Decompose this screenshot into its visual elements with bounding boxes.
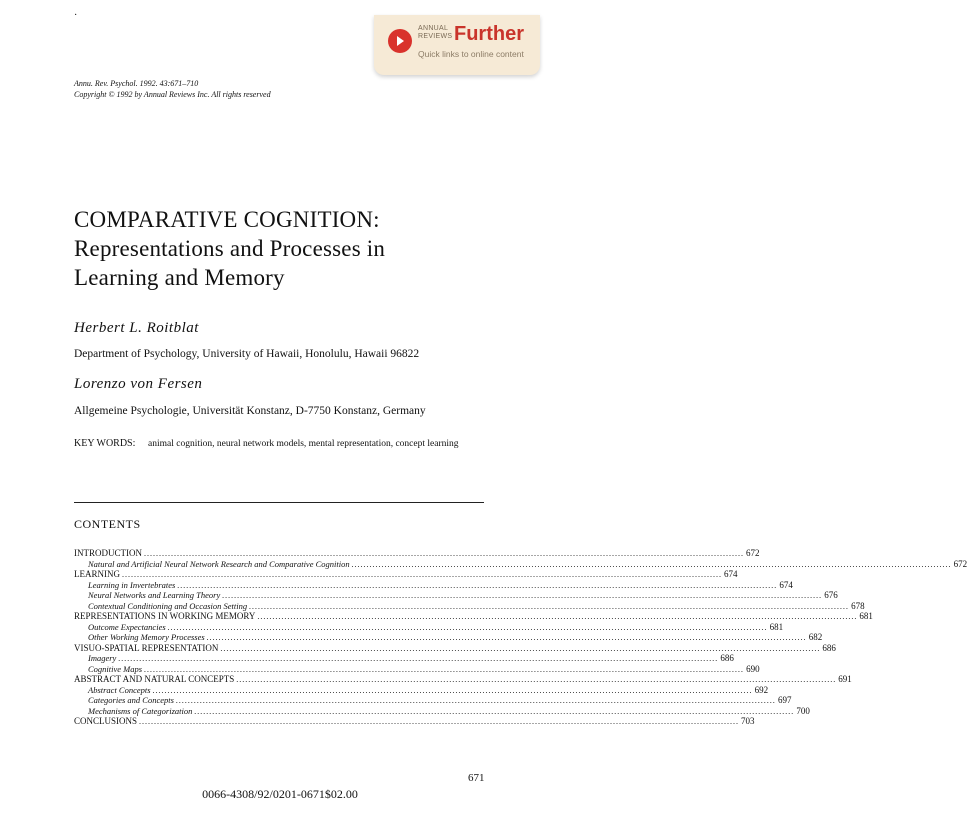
banner-further-label: Further xyxy=(454,23,524,45)
toc-entry xyxy=(74,716,755,727)
toc-leader-dots: ........................................................................................................................................................................................................ xyxy=(167,622,768,632)
keywords-text: animal cognition, neural network models, mental representation, concept learning xyxy=(148,439,459,449)
author-affiliation: Department of Psychology, University of Hawaii, Honolulu, Hawaii 96822 xyxy=(74,348,420,360)
toc-page-number: 681 xyxy=(769,621,784,632)
toc-subentry xyxy=(74,663,760,675)
contents-heading: CONTENTS xyxy=(74,517,141,531)
author-name: Lorenzo von Fersen xyxy=(74,376,203,392)
toc-subentry xyxy=(74,621,784,633)
toc-entry-label: Other Working Memory Processes xyxy=(88,632,205,642)
toc-page-number: 672 xyxy=(953,558,967,569)
toc-entry-label: Outcome Expectancies xyxy=(88,621,166,632)
banner-annual-label: ANNUAL xyxy=(418,25,449,32)
keywords-label: KEY WORDS: xyxy=(74,438,136,449)
toc-entry-label: Neural Networks and Learning Theory xyxy=(88,590,221,600)
toc-page-number: 674 xyxy=(724,569,738,579)
toc-leader-dots: ........................................................................................................................................................................................................ xyxy=(220,643,821,653)
toc-subentry xyxy=(74,590,838,601)
toc-entry-label: Natural and Artificial Neural Network Research and Comparative Cognition xyxy=(88,558,350,569)
table-of-contents xyxy=(74,548,967,727)
reviews-logo-icon xyxy=(388,29,412,53)
price-code: 0066-4308/92/0201-0671$02.00 xyxy=(202,787,358,801)
toc-leader-dots: ........................................................................................................................................................................................................ xyxy=(194,706,795,716)
toc-leader-dots: ........................................................................................................................................................................................................ xyxy=(249,601,850,611)
toc-entry-label: Abstract Concepts xyxy=(88,684,151,695)
toc-page-number: 678 xyxy=(851,600,865,611)
toc-page-number: 681 xyxy=(859,611,873,621)
toc-entry xyxy=(74,569,738,580)
author-affiliation: Allgemeine Psychologie, Universität Konstanz, D-7750 Konstanz, Germany xyxy=(74,405,426,417)
toc-subentry xyxy=(74,632,823,643)
toc-entry-label: Imagery xyxy=(88,653,117,663)
toc-leader-dots: ........................................................................................................................................................................................................ xyxy=(152,685,753,695)
toc-subentry xyxy=(74,695,792,706)
toc-page-number: 682 xyxy=(808,632,823,642)
toc-subentry xyxy=(74,600,865,612)
toc-subentry xyxy=(74,684,769,696)
banner-reviews-label: REVIEWS xyxy=(418,33,453,40)
toc-entry xyxy=(74,674,852,685)
toc-entry-label: CONCLUSIONS xyxy=(74,716,138,726)
author-name: Herbert L. Roitblat xyxy=(74,320,199,336)
stray-mark: · xyxy=(74,10,78,21)
banner-quick-links-link[interactable]: Quick links to online content xyxy=(418,49,524,59)
toc-leader-dots: ........................................................................................................................................................................................................ xyxy=(177,580,778,590)
citation-line: Annu. Rev. Psychol. 1992. 43:671–710 xyxy=(74,79,199,88)
citation xyxy=(74,78,271,100)
toc-page-number: 690 xyxy=(746,663,760,674)
toc-leader-dots: ........................................................................................................................................................................................................ xyxy=(139,717,740,726)
toc-page-number: 674 xyxy=(779,579,793,590)
toc-leader-dots: ........................................................................................................................................................................................................ xyxy=(236,675,837,684)
toc-entry-label: Learning in Invertebrates xyxy=(88,579,176,590)
toc-leader-dots: ........................................................................................................................................................................................................ xyxy=(144,664,745,674)
toc-leader-dots: ........................................................................................................................................................................................................ xyxy=(351,559,952,569)
toc-subentry xyxy=(74,653,734,664)
title-line: COMPARATIVE COGNITION: xyxy=(74,207,380,232)
toc-entry-label: LEARNING xyxy=(74,569,120,579)
toc-entry-label: INTRODUCTION xyxy=(74,548,142,558)
toc-entry-label: REPRESENTATIONS IN WORKING MEMORY xyxy=(74,611,256,621)
toc-entry-label: Categories and Concepts xyxy=(88,695,174,705)
toc-page-number: 686 xyxy=(720,653,734,663)
toc-entry xyxy=(74,642,836,654)
toc-page-number: 686 xyxy=(822,642,836,653)
toc-subentry xyxy=(74,705,810,717)
toc-page-number: 676 xyxy=(824,590,838,600)
copyright-line: Copyright © 1992 by Annual Reviews Inc. All rights reserved xyxy=(74,90,271,99)
toc-entry-label: ABSTRACT AND NATURAL CONCEPTS xyxy=(74,674,235,684)
toc-leader-dots: ........................................................................................................................................................................................................ xyxy=(257,612,858,621)
toc-subentry xyxy=(74,558,967,570)
toc-leader-dots: ........................................................................................................................................................................................................ xyxy=(144,549,744,558)
page-number: 671 xyxy=(468,772,485,784)
toc-entry-label: Mechanisms of Categorization xyxy=(88,705,193,716)
toc-leader-dots: ........................................................................................................................................................................................................ xyxy=(122,570,722,579)
further-banner[interactable] xyxy=(374,15,540,75)
title-line: Representations and Processes in xyxy=(74,236,386,261)
toc-leader-dots: ........................................................................................................................................................................................................ xyxy=(118,654,719,663)
toc-entry xyxy=(74,611,873,622)
toc-entry xyxy=(74,548,760,559)
divider xyxy=(74,502,484,503)
toc-entry-label: Contextual Conditioning and Occasion Setting xyxy=(88,600,248,611)
toc-leader-dots: ........................................................................................................................................................................................................ xyxy=(206,633,807,642)
title-line: Learning and Memory xyxy=(74,265,285,290)
toc-page-number: 692 xyxy=(754,684,769,695)
toc-page-number: 703 xyxy=(741,716,755,726)
article-title xyxy=(74,205,385,292)
toc-entry-label: VISUO-SPATIAL REPRESENTATION xyxy=(74,642,219,653)
toc-leader-dots: ........................................................................................................................................................................................................ xyxy=(175,696,776,705)
toc-subentry xyxy=(74,579,793,591)
toc-page-number: 672 xyxy=(746,548,760,558)
toc-leader-dots: ........................................................................................................................................................................................................ xyxy=(222,591,823,600)
toc-page-number: 697 xyxy=(777,695,792,705)
toc-page-number: 700 xyxy=(796,705,810,716)
toc-page-number: 691 xyxy=(838,674,852,684)
toc-entry-label: Cognitive Maps xyxy=(88,663,143,674)
